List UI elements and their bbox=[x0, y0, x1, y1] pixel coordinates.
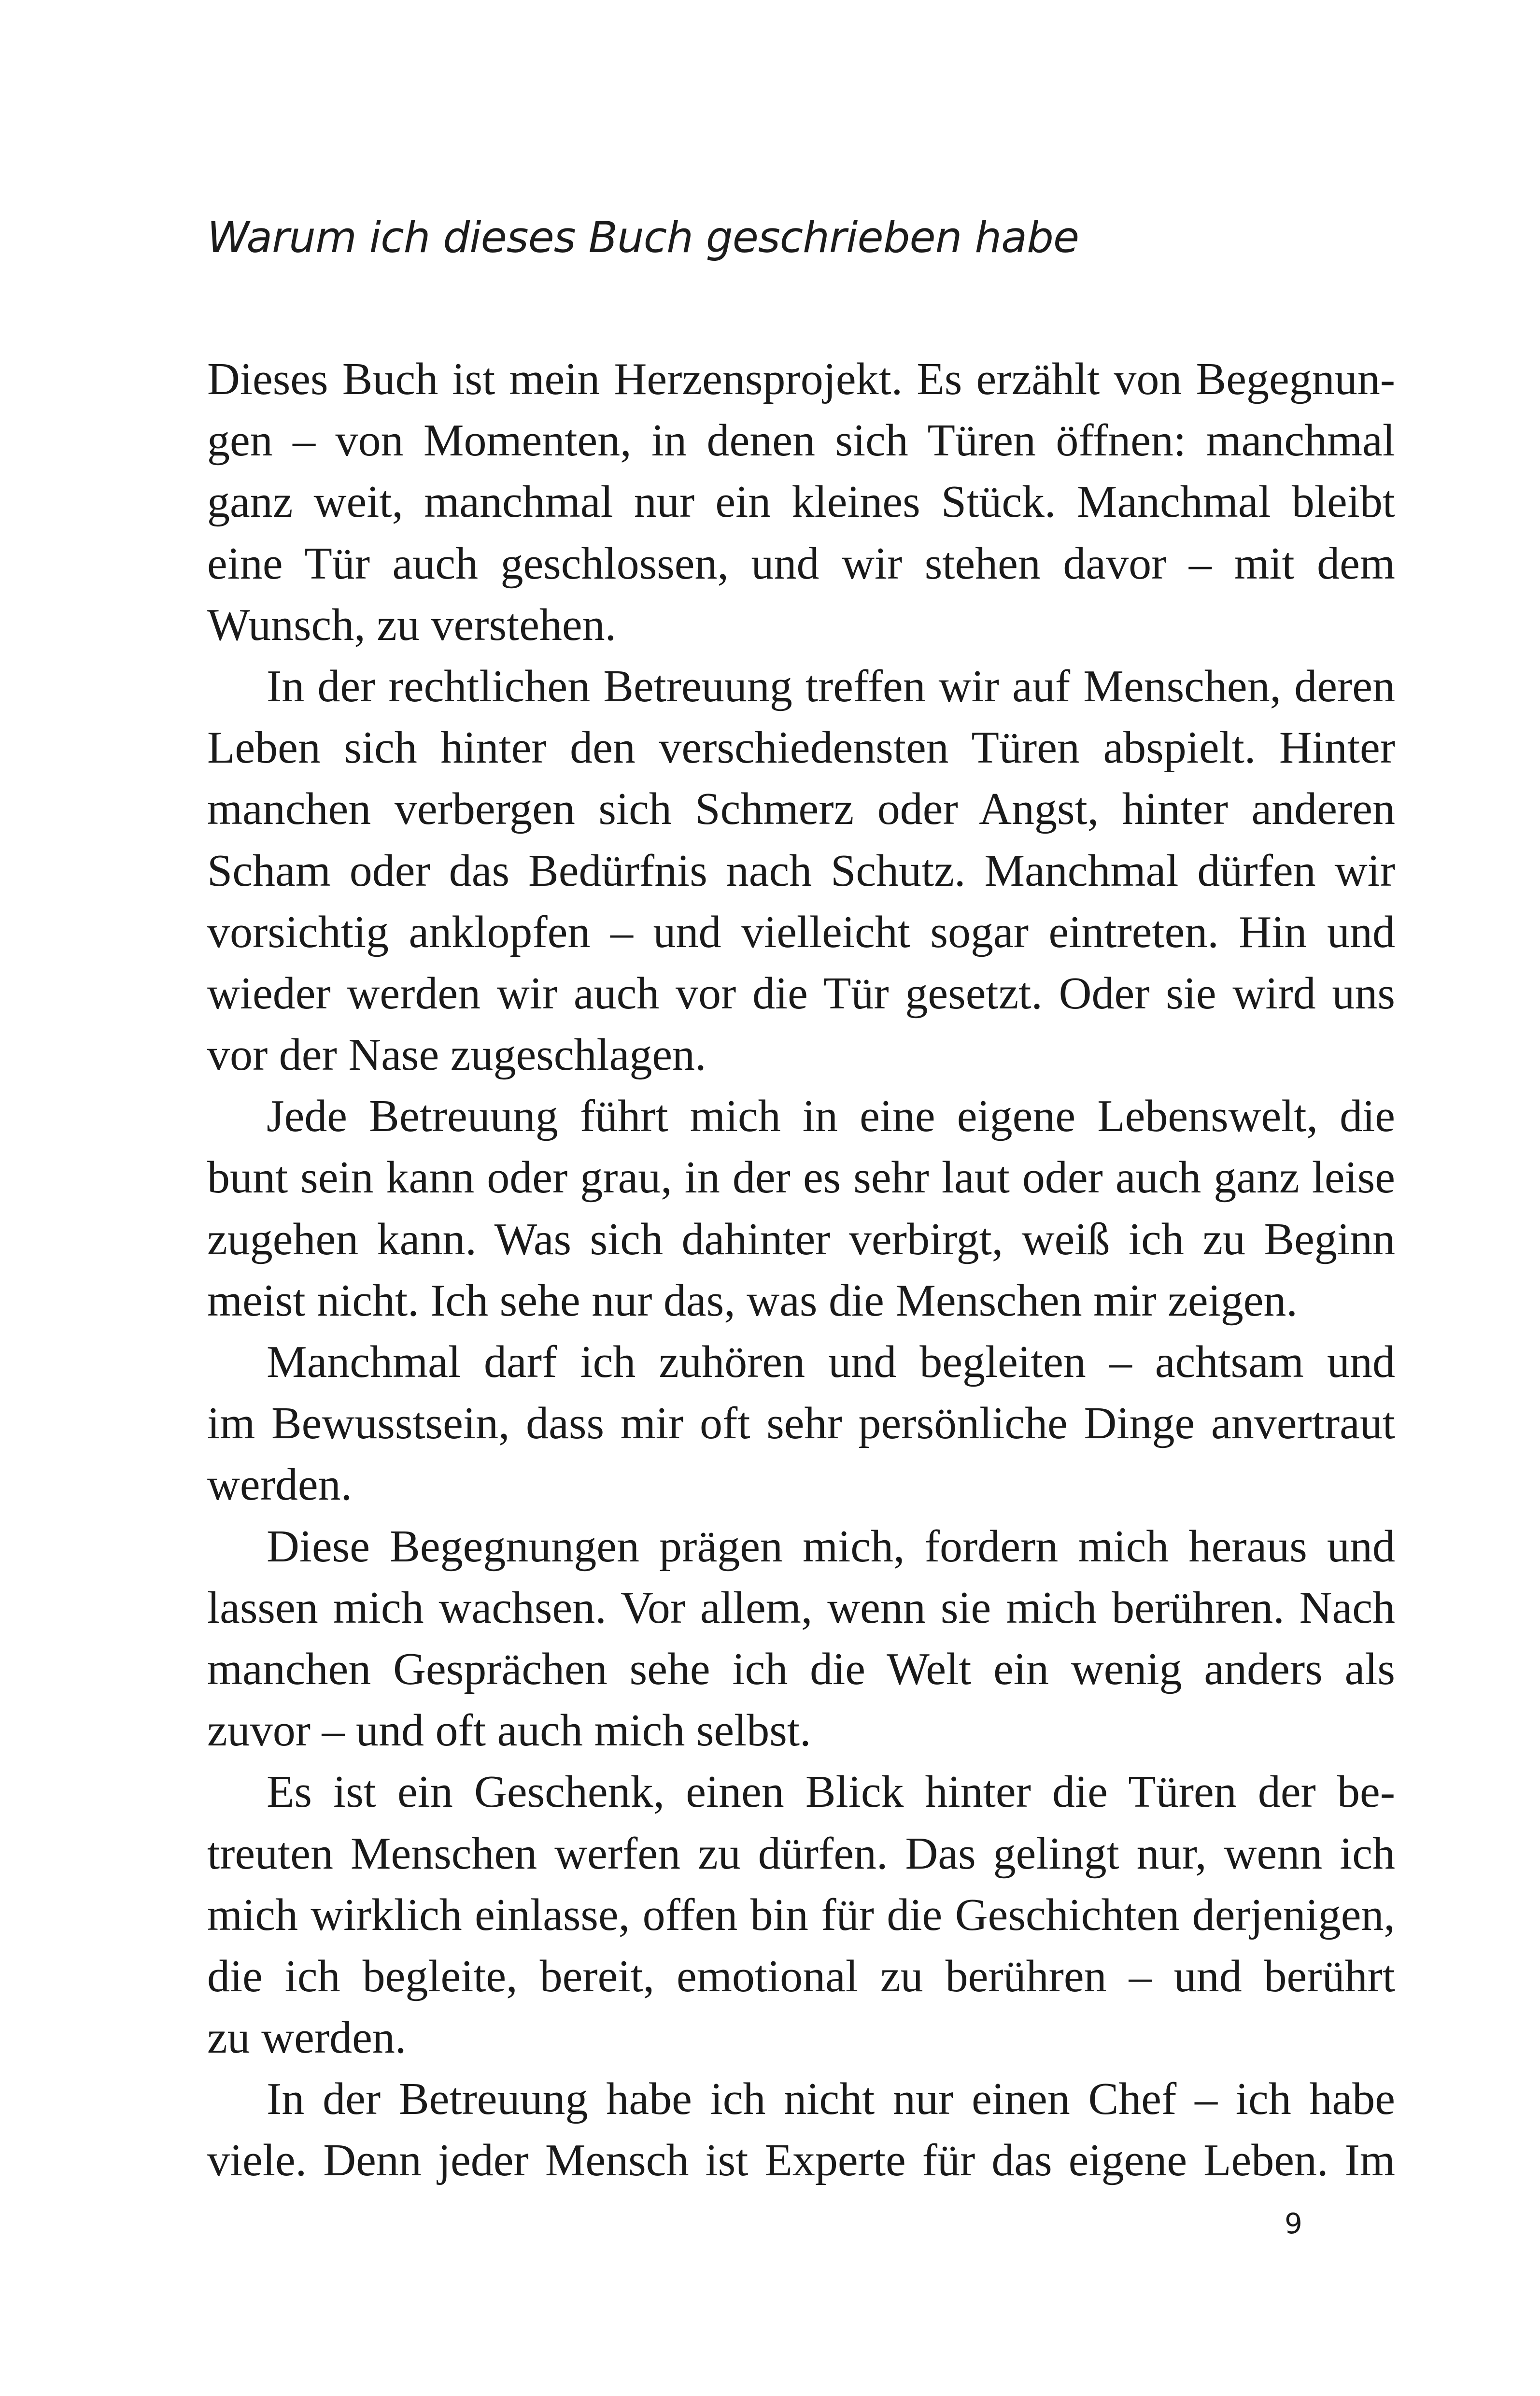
text-line: lassen mich wachsen. Vor allem, wenn sie mich berühren. Nach bbox=[207, 1582, 1395, 1633]
text-line: wieder werden wir auch vor die Tür gesetzt. Oder sie wird uns bbox=[207, 968, 1395, 1019]
text-line: Diese Begegnungen prägen mich, fordern mich heraus und bbox=[267, 1521, 1395, 1572]
page-number: 9 bbox=[1285, 2207, 1302, 2240]
text-line: Es ist ein Geschenk, einen Blick hinter die Türen der be- bbox=[267, 1767, 1395, 1817]
text-line: die ich begleite, bereit, emotional zu berühren – und berührt bbox=[207, 1951, 1395, 2001]
chapter-heading: Warum ich dieses Buch geschrieben habe bbox=[207, 213, 1079, 262]
text-line: ganz weit, manchmal nur ein kleines Stück. Manchmal bleibt bbox=[207, 477, 1395, 527]
text-line: treuten Menschen werfen zu dürfen. Das gelingt nur, wenn ich bbox=[207, 1828, 1395, 1879]
text-line: Manchmal darf ich zuhören und begleiten – achtsam und bbox=[267, 1337, 1395, 1387]
text-line: zuvor – und oft auch mich selbst. bbox=[207, 1705, 811, 1756]
text-line: gen – von Momenten, in denen sich Türen öffnen: manchmal bbox=[207, 415, 1395, 466]
text-line: In der Betreuung habe ich nicht nur einen Chef – ich habe bbox=[267, 2074, 1395, 2125]
text-line: zugehen kann. Was sich dahinter verbirgt, weiß ich zu Beginn bbox=[207, 1214, 1395, 1264]
text-line: zu werden. bbox=[207, 2013, 407, 2063]
text-line: viele. Denn jeder Mensch ist Experte für das eigene Leben. Im bbox=[207, 2135, 1395, 2186]
text-line: werden. bbox=[207, 1460, 353, 1510]
text-line: In der rechtlichen Betreuung treffen wir auf Menschen, deren bbox=[267, 661, 1395, 711]
text-line: eine Tür auch geschlossen, und wir stehen davor – mit dem bbox=[207, 538, 1395, 589]
text-line: vorsichtig anklopfen – und vielleicht sogar eintreten. Hin und bbox=[207, 907, 1395, 957]
text-line: Wunsch, zu verstehen. bbox=[207, 599, 617, 650]
text-line: bunt sein kann oder grau, in der es sehr laut oder auch ganz leise bbox=[207, 1152, 1395, 1203]
text-line: Jede Betreuung führt mich in eine eigene Lebenswelt, die bbox=[267, 1091, 1395, 1142]
text-line: manchen verbergen sich Schmerz oder Angst, hinter anderen bbox=[207, 784, 1395, 835]
text-line: Scham oder das Bedürfnis nach Schutz. Manchmal dürfen wir bbox=[207, 845, 1395, 896]
text-line: im Bewusstsein, dass mir oft sehr persönliche Dinge anvertraut bbox=[207, 1398, 1395, 1449]
text-line: manchen Gesprächen sehe ich die Welt ein wenig anders als bbox=[207, 1644, 1395, 1694]
body-text bbox=[207, 349, 1395, 2192]
text-line: Dieses Buch ist mein Herzensprojekt. Es erzählt von Begegnun- bbox=[207, 354, 1395, 404]
text-line: mich wirklich einlasse, offen bin für die Geschichten derjenigen, bbox=[207, 1889, 1395, 1940]
text-line: meist nicht. Ich sehe nur das, was die Menschen mir zeigen. bbox=[207, 1275, 1298, 1326]
text-line: vor der Nase zugeschlagen. bbox=[207, 1030, 706, 1080]
text-line: Leben sich hinter den verschiedensten Türen abspielt. Hinter bbox=[207, 723, 1395, 773]
